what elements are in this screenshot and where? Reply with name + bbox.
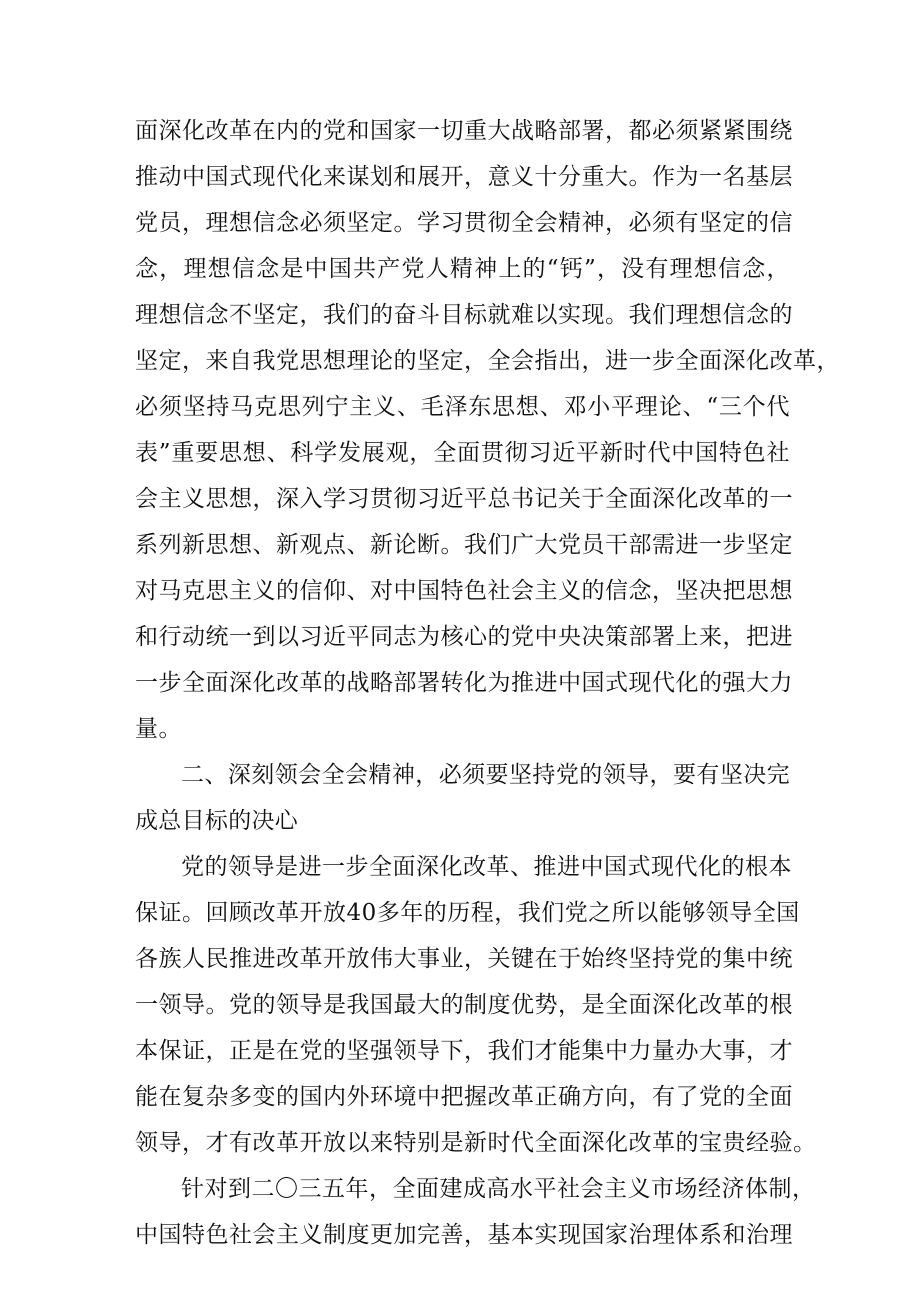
paragraph-line: 坚定，来自我党思想理论的坚定，全会指出，进一步全面深化改革， [135,348,840,374]
paragraph-line: 念，理想信念是中国共产党人精神上的“钙”，没有理想信念， [135,256,790,282]
paragraph-line: 领导，才有改革开放以来特别是新时代全面深化改革的宝贵经验。 [135,1130,817,1156]
heading-line: 二、深刻领会全会精神，必须要坚持党的领导，要有坚决完 [181,762,790,788]
heading-line: 成总目标的决心 [135,808,299,834]
paragraph-line: 表”重要思想、科学发展观，全面贯彻习近平新时代中国特色社 [135,440,790,466]
paragraph-line: 面深化改革在内的党和国家一切重大战略部署，都必须紧紧围绕 [135,118,793,144]
paragraph-line: 一领导。党的领导是我国最大的制度优势，是全面深化改革的根 [135,992,793,1018]
paragraph-line: 对马克思主义的信仰、对中国特色社会主义的信念，坚决把思想 [135,578,793,604]
paragraph-line: 各族人民推进改革开放伟大事业，关键在于始终坚持党的集中统 [135,946,793,972]
paragraph-line: 党员，理想信念必须坚定。学习贯彻全会精神，必须有坚定的信 [135,210,793,236]
paragraph-line: 本保证，正是在党的坚强领导下，我们才能集中力量办大事，才 [135,1038,793,1064]
paragraph-line: 中国特色社会主义制度更加完善，基本实现国家治理体系和治理 [135,1222,793,1248]
paragraph-line: 保证。回顾改革开放40多年的历程，我们党之所以能够领导全国 [135,900,800,926]
paragraph-line: 系列新思想、新观点、新论断。我们广大党员干部需进一步坚定 [135,532,793,558]
paragraph-line: 理想信念不坚定，我们的奋斗目标就难以实现。我们理想信念的 [135,302,793,328]
paragraph-line: 一步全面深化改革的战略部署转化为推进中国式现代化的强大力 [135,670,793,696]
paragraph-line: 量。 [135,716,182,742]
paragraph-line: 党的领导是进一步全面深化改革、推进中国式现代化的根本 [181,854,792,880]
paragraph-line: 会主义思想，深入学习贯彻习近平总书记关于全面深化改革的一 [135,486,793,512]
paragraph-line: 针对到二〇三五年，全面建成高水平社会主义市场经济体制， [181,1176,816,1202]
paragraph-line: 必须坚持马克思列宁主义、毛泽东思想、邓小平理论、“三个代 [135,394,790,420]
paragraph-line: 能在复杂多变的国内外环境中把握改革正确方向，有了党的全面 [135,1084,793,1110]
paragraph-line: 推动中国式现代化来谋划和展开，意义十分重大。作为一名基层 [135,164,793,190]
paragraph-line: 和行动统一到以习近平同志为核心的党中央决策部署上来，把进 [135,624,793,650]
